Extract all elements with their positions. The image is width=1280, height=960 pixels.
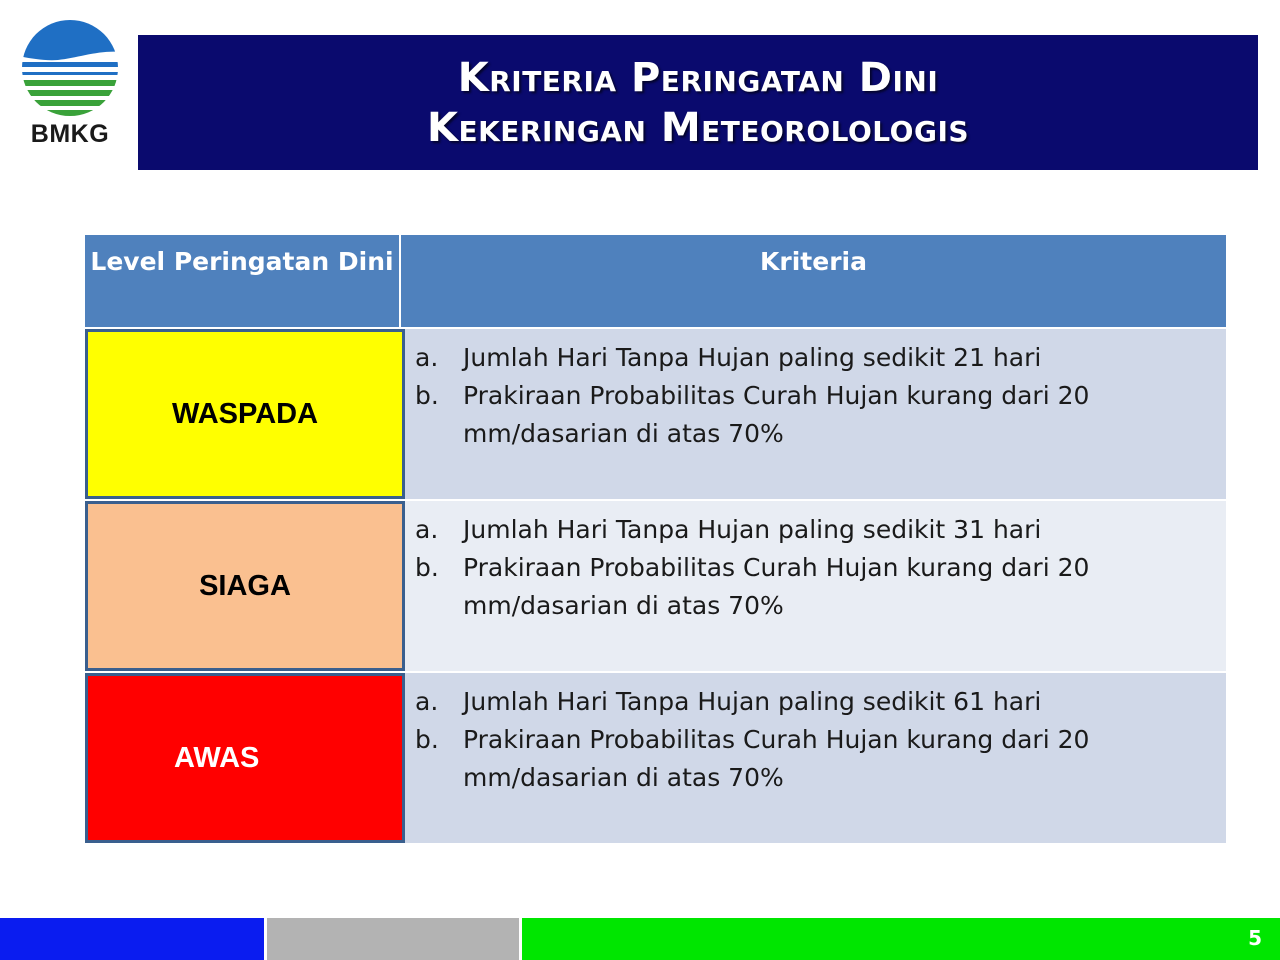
criteria-marker: b.	[415, 381, 439, 410]
table-row	[85, 501, 1226, 671]
footer-bar	[0, 918, 1280, 960]
criteria-marker: a.	[415, 687, 439, 716]
level-cell: WASPADA	[85, 329, 405, 499]
criteria-cell	[405, 673, 1226, 843]
bmkg-logo	[18, 20, 122, 148]
criteria-marker: a.	[415, 515, 439, 544]
table-header	[85, 235, 1226, 327]
level-cell: SIAGA	[85, 501, 405, 671]
header-level: Level Peringatan Dini	[85, 235, 401, 327]
criteria-item	[415, 511, 1226, 549]
criteria-text: Prakiraan Probabilitas Curah Hujan kurang dari 20 mm/dasarian di atas 70%	[463, 381, 1090, 448]
title-line-1: Kriteria Peringatan Dini	[457, 54, 939, 101]
criteria-text: Jumlah Hari Tanpa Hujan paling sedikit 21 hari	[463, 343, 1042, 372]
footer-segment-blue	[0, 918, 264, 960]
table-row	[85, 329, 1226, 499]
criteria-item	[415, 721, 1226, 797]
criteria-item	[415, 377, 1226, 453]
criteria-marker: a.	[415, 343, 439, 372]
criteria-cell	[405, 329, 1226, 499]
header-criteria: Kriteria	[401, 235, 1226, 327]
title-line-2: Kekeringan Meteorolologis	[426, 104, 970, 151]
criteria-table	[85, 235, 1226, 843]
logo-text: BMKG	[30, 120, 110, 148]
criteria-text: Jumlah Hari Tanpa Hujan paling sedikit 61 hari	[463, 687, 1042, 716]
footer-segment-gray	[267, 918, 519, 960]
criteria-text: Jumlah Hari Tanpa Hujan paling sedikit 31 hari	[463, 515, 1042, 544]
bmkg-emblem-icon	[18, 20, 122, 120]
criteria-cell	[405, 501, 1226, 671]
criteria-item	[415, 549, 1226, 625]
table-row	[85, 673, 1226, 843]
criteria-text: Prakiraan Probabilitas Curah Hujan kurang dari 20 mm/dasarian di atas 70%	[463, 553, 1090, 620]
criteria-item	[415, 339, 1226, 377]
criteria-marker: b.	[415, 725, 439, 754]
criteria-marker: b.	[415, 553, 439, 582]
page-number: 5	[1248, 926, 1262, 950]
footer-segment-green	[522, 918, 1280, 960]
level-cell: AWAS	[85, 673, 405, 843]
slide-title	[138, 35, 1258, 170]
criteria-text: Prakiraan Probabilitas Curah Hujan kurang dari 20 mm/dasarian di atas 70%	[463, 725, 1090, 792]
criteria-item	[415, 683, 1226, 721]
